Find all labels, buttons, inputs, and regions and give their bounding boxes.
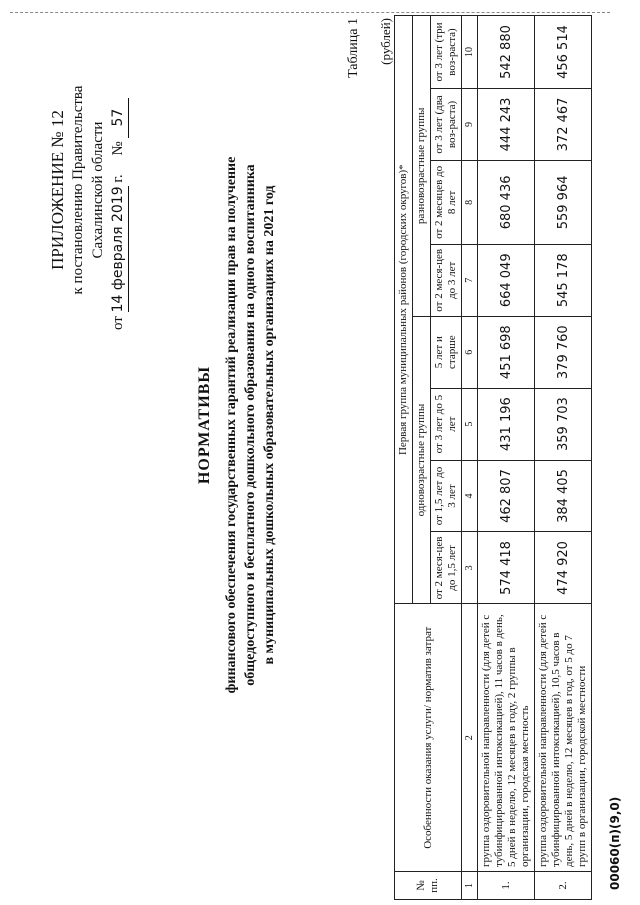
value-cell: 359 703	[535, 388, 592, 460]
document-title	[195, 65, 279, 785]
row-num: 2.	[535, 872, 592, 900]
norms-table	[394, 15, 592, 900]
header-col-8: от 2 месяцев до 8 лет	[431, 160, 462, 244]
index-cell: 8	[462, 160, 478, 244]
title-line-1: финансового обеспечения государственных гарантий реализации прав на получение	[224, 156, 239, 694]
header-same-age: одновозрастные группы	[413, 316, 431, 604]
header-feature: Особенности оказания услуги/ норматив затрат	[395, 604, 462, 872]
appendix-block	[48, 40, 129, 340]
currency-label: (рублей)	[378, 18, 393, 65]
index-cell: 9	[462, 89, 478, 161]
footer-code: 00060(п)(9,0)	[608, 796, 622, 890]
value-cell: 462 807	[478, 460, 535, 532]
value-cell: 451 698	[478, 316, 535, 388]
index-row	[462, 16, 478, 900]
appendix-line-2: Сахалинской области	[90, 121, 106, 259]
value-cell: 680 436	[478, 160, 535, 244]
index-cell: 4	[462, 460, 478, 532]
index-cell: 1	[462, 872, 478, 900]
header-col-7: от 2 меся-цев до 3 лет	[431, 244, 462, 316]
header-col-9: от 3 лет (два воз-раста)	[431, 89, 462, 161]
row-description: группа оздоровительной направленности (для детей с тубинфицированной интоксикацией), 10,5 часов в день, 5 дней в неделю, 12 месяцев в год, от 5 до 7 групп в организации, городской местности	[535, 604, 592, 872]
year-suffix: г.	[110, 174, 126, 183]
appendix-date-row	[108, 40, 129, 340]
value-cell: 474 920	[535, 532, 592, 604]
table-label: Таблица 1	[346, 18, 361, 78]
index-cell: 10	[462, 16, 478, 89]
value-cell: 664 049	[478, 244, 535, 316]
table-row	[535, 16, 592, 900]
table-row	[478, 16, 535, 900]
value-cell: 431 196	[478, 388, 535, 460]
value-cell: 379 760	[535, 316, 592, 388]
index-cell: 2	[462, 604, 478, 872]
appendix-number: 57	[108, 98, 129, 138]
row-num: 1.	[478, 872, 535, 900]
index-cell: 5	[462, 388, 478, 460]
title-line-3: в муниципальных дошкольных образовательных организациях на 2021 год	[262, 185, 277, 665]
value-cell: 384 405	[535, 460, 592, 532]
value-cell: 545 178	[535, 244, 592, 316]
index-cell: 7	[462, 244, 478, 316]
value-cell: 559 964	[535, 160, 592, 244]
value-cell: 542 880	[478, 16, 535, 89]
header-col-10: от 3 лет (три воз-раста)	[431, 16, 462, 89]
value-cell: 574 418	[478, 532, 535, 604]
header-col-3: от 2 меся-цев до 1,5 лет	[431, 532, 462, 604]
appendix-title: ПРИЛОЖЕНИЕ № 12	[48, 110, 67, 270]
header-row-1	[395, 16, 413, 900]
appendix-date: 14 февраля 2019	[108, 186, 129, 312]
index-cell: 3	[462, 532, 478, 604]
title-heading: НОРМАТИВЫ	[196, 365, 213, 485]
header-num: № пп.	[395, 872, 462, 900]
date-prefix: от	[110, 316, 126, 330]
value-cell: 372 467	[535, 89, 592, 161]
value-cell: 456 514	[535, 16, 592, 89]
header-col-5: от 3 лет до 5 лет	[431, 388, 462, 460]
header-group: Первая группа муниципальных районов (городских округов)*	[395, 16, 413, 604]
index-cell: 6	[462, 316, 478, 388]
header-col-6: 5 лет и старше	[431, 316, 462, 388]
header-mixed-age: разновозрастные группы	[413, 16, 431, 317]
number-prefix: №	[110, 141, 126, 156]
row-description: группа оздоровительной направленности (для детей с тубинфицированной интоксикацией), 11 часов в день, 5 дней в неделю, 12 месяцев в году, 2 группы в организации, городская местность	[478, 604, 535, 872]
title-line-2: общедоступного и бесплатного дошкольного образования на одного воспитанника	[243, 164, 258, 686]
header-col-4: от 1,5 лет до 3 лет	[431, 460, 462, 532]
appendix-line-1: к постановлению Правительства	[70, 85, 86, 295]
value-cell: 444 243	[478, 89, 535, 161]
